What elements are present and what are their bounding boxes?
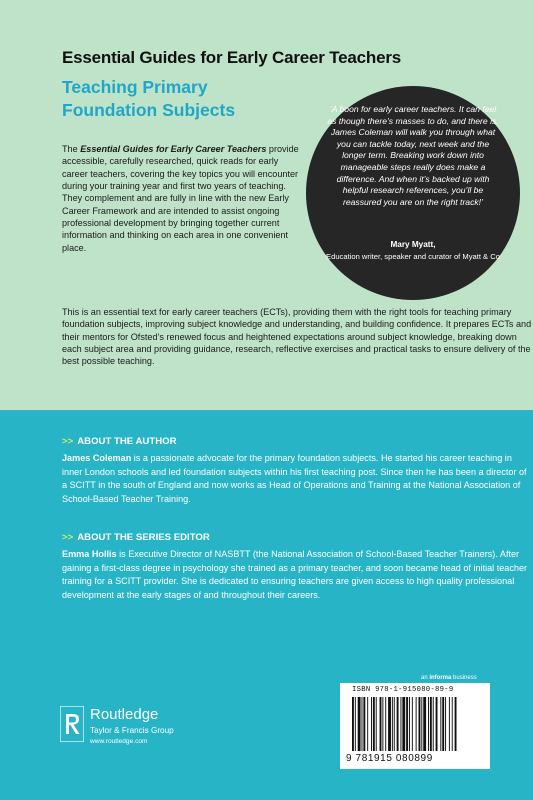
author-name: James Coleman [62,453,132,463]
endorsement-quote: ‘A boon for early career teachers. It can feel as though there’s masses to do, and there is. James Coleman will walk you through what you can tackle today, next week and the longer term. Breaking work down into manageable steps really does make a difference. And when it’s backed up with helpful research references, you’ll be reassured you are on the right track!’ [327,104,499,207]
informa-suffix: business [451,675,477,681]
publisher-url[interactable]: www.routledge.com [90,738,148,745]
publisher-group: Taylor & Francis Group [90,726,174,735]
publisher-name: Routledge [90,706,159,723]
book-title-line2: Foundation Subjects [62,100,236,120]
informa-business-tag [421,675,477,681]
about-author-heading-text: ABOUT THE AUTHOR [77,436,177,447]
about-editor-heading-text: ABOUT THE SERIES EDITOR [77,532,210,543]
about-editor-heading [62,532,210,543]
isbn-text: ISBN 978-1-915080-89-9 [352,686,454,694]
intro-prefix: The [62,144,81,154]
heading-arrows: >> [62,436,74,447]
about-editor-text [62,548,532,602]
endorsement-role: Education writer, speaker and curator of Myatt & Co [326,252,500,261]
editor-name: Emma Hollis [62,549,117,559]
author-bio: is a passionate advocate for the primary foundation subjects. He started his career teaching in inner London schools and led foundation subjects within his first teaching post. Since then he has been a director of a SCITT in the south of England and now works as Head of Operations and Training at the National Association of School-Based Teacher Training. [62,453,527,504]
barcode-digits: 9 781915 080899 [346,753,433,764]
about-author-text [62,452,532,506]
series-title: Essential Guides for Early Career Teachers [62,48,402,67]
heading-arrows: >> [62,532,74,543]
endorsement-author: Mary Myatt, [390,240,436,249]
book-title-line1: Teaching Primary [62,77,208,97]
intro-series-name: Essential Guides for Early Career Teachers [80,144,267,154]
informa-prefix: an [421,675,430,681]
editor-bio: is Executive Director of NASBTT (the National Association of School-Based Teacher Trainers). After gaining a first-class degree in psychology she trained as a primary teacher, and soon became head of initial teacher training for a SCITT provider. She is dedicated to ensuring teachers are given access to high quality professional development at the early stages of and throughout their careers. [62,549,528,600]
intro-paragraph [62,143,304,254]
about-author-heading [62,436,177,447]
intro-rest: provide accessible, carefully researched, quick reads for early career teachers, covering the key topics you will encounter during your training year and first two years of teaching. They complement and are fully in line with the new Early Career Framework and are intended to assist ongoing professional development by bringing together current information and thinking on each area in one convenient place. [62,144,299,253]
informa-brand: informa [429,675,452,681]
routledge-r-logo-icon [60,706,84,742]
description-paragraph: This is an essential text for early career teachers (ECTs), providing them with the right tools for teaching primary foundation subjects, improving subject knowledge and understanding, and building confidence. It prepares ECTs and their mentors for Ofsted’s renewed focus and heightened expectations around subject knowledge, breaking down each subject area and providing guidance, research, reflective exercises and practical tasks to ensure delivery of the best possible teaching. [62,307,532,367]
book-title [62,76,235,122]
barcode-icon [346,697,486,753]
